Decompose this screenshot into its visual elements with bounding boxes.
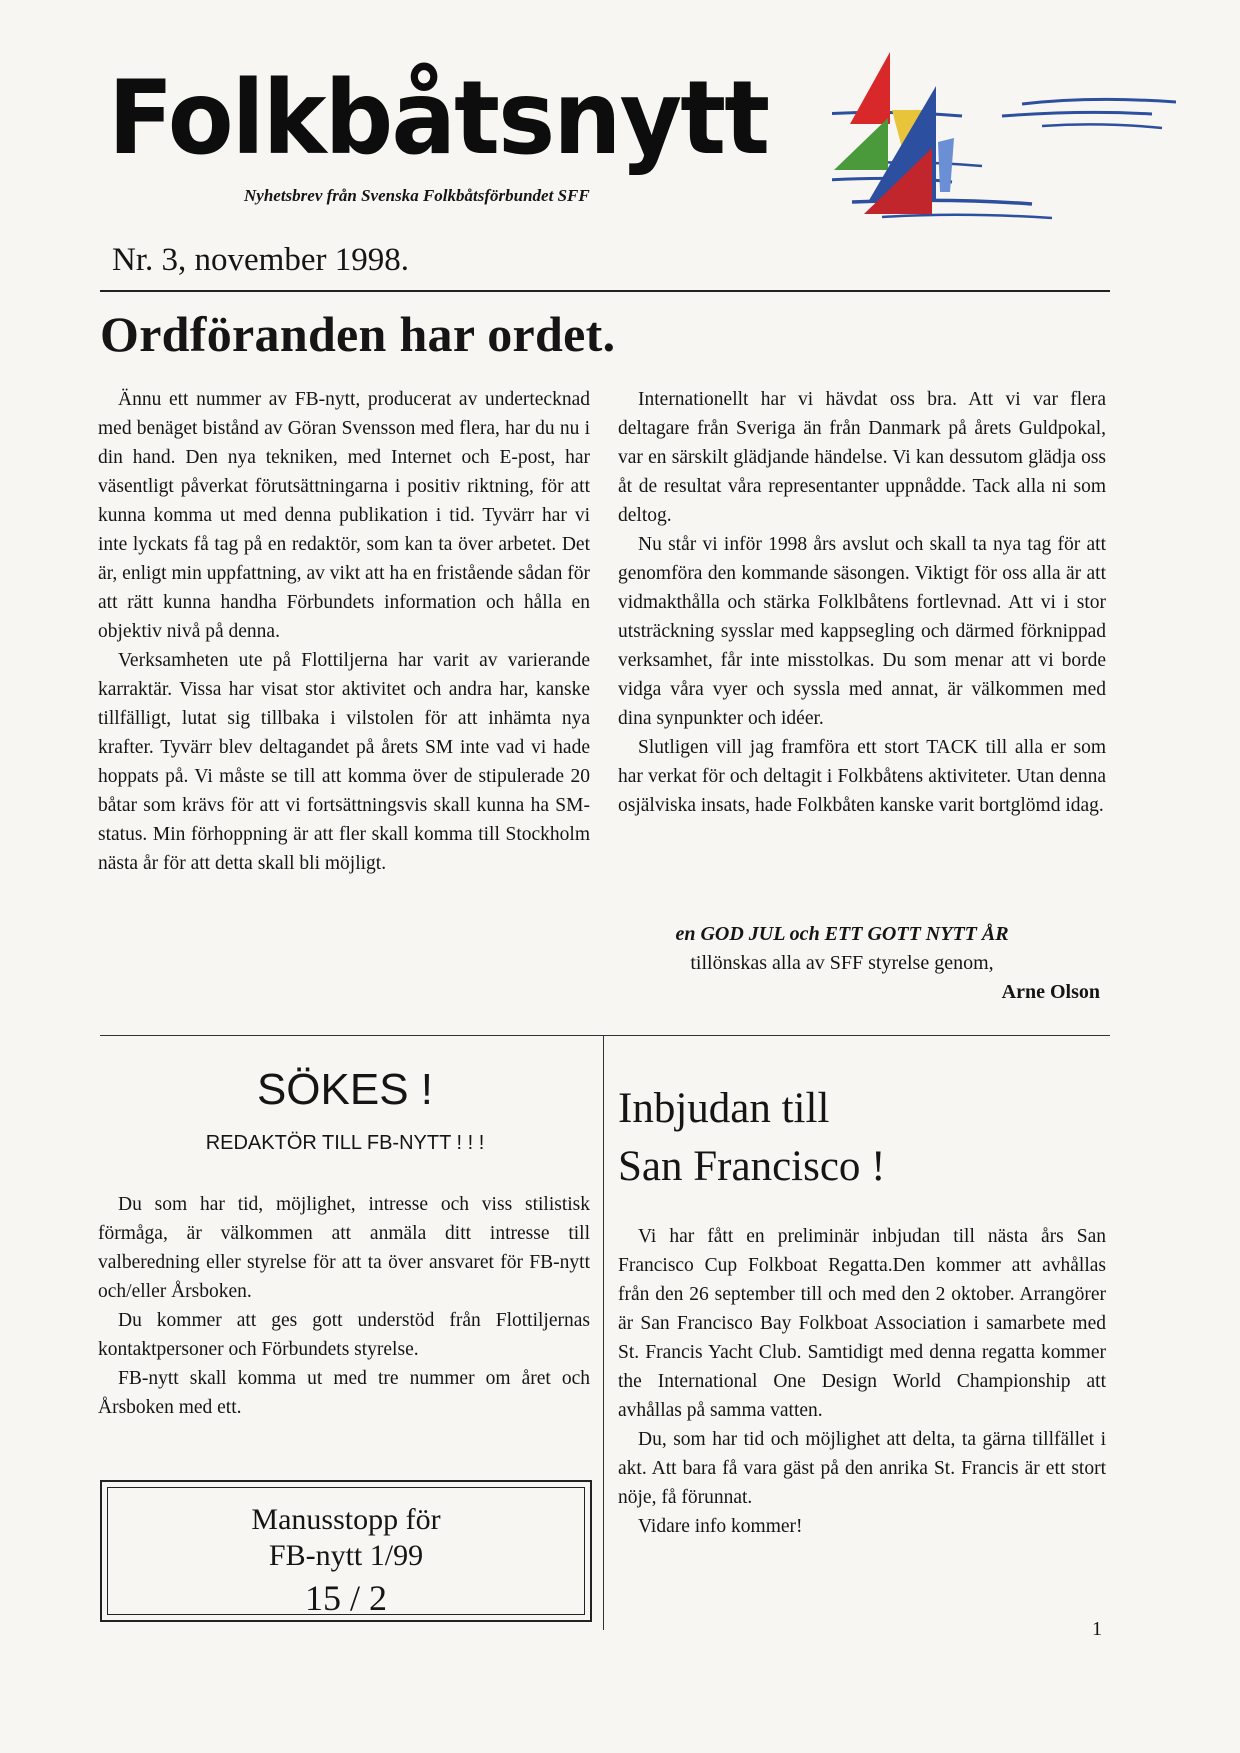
invitation-title-line: San Francisco ! — [618, 1143, 886, 1190]
paragraph: Slutligen vill jag framföra ett stort TACK till alla er som har verkat för och deltagit i Folkbåtens aktiviteter. Utan denna osjälviska insats, hade Folkbåten kanske varit bortglömd idag. — [618, 737, 1106, 816]
invitation-title-line: Inbjudan till — [618, 1085, 830, 1132]
paragraph: Verksamheten ute på Flottiljerna har varit av varierande karraktär. Vissa har visat stor aktivitet och andra har, kanske tillfälligt, lutat sig tillbaka i vilstolen för att inhämta nya krafter. Tyvärr blev deltagandet på årets SM inte vad vi hade hoppats på. Vi måste se till att komma över de stipulerade 20 båtar som krävs för att vi fortsättningsvis skall kunna ha SM-status. Min förhoppning är att fler skall komma till Stockholm nästa år för att detta skall bli möjligt. — [98, 650, 590, 874]
deadline-box — [100, 1480, 592, 1622]
page-number: 1 — [1092, 1618, 1102, 1640]
signature: Arne Olson — [1001, 981, 1100, 1003]
issue-number: Nr. 3, november 1998. — [112, 242, 409, 278]
headline: Ordföranden har ordet. — [100, 306, 616, 362]
deadline-line: FB-nytt 1/99 — [268, 1539, 424, 1572]
paragraph: Internationellt har vi hävdat oss bra. Att vi var flera deltagare från Sveriga än från Danmark på årets Guldpokal, var en särskilt glädjande händelse. Vi kan dessutom glädja oss åt de resultat våra representanter uppnådde. Tack alla ni som deltog. — [618, 389, 1106, 526]
paragraph: Vidare info kommer! — [638, 1516, 803, 1537]
sailboats-logo — [832, 52, 1176, 222]
invitation-title — [618, 1080, 886, 1196]
deadline-box-inner — [107, 1487, 585, 1618]
greeting — [618, 920, 1106, 1007]
masthead-title: Folkbåtsnytt — [108, 59, 769, 178]
paragraph: Du, som har tid och möjlighet att delta, ta gärna tillfället i akt. Att bara få vara gäst på den anrika St. Francis är ett stort nöje, få förunnat. — [618, 1429, 1106, 1508]
invitation-text — [618, 1222, 1106, 1541]
chairman-column-right — [618, 385, 1106, 820]
wanted-text — [98, 1190, 590, 1422]
deadline-date: 15 / 2 — [304, 1578, 387, 1618]
column-divider — [603, 1035, 604, 1630]
paragraph: Du kommer att ges gott understöd från Flottiljernas kontaktpersoner och Förbundets styrelse. — [98, 1310, 590, 1360]
greeting-line: en GOD JUL och ETT GOTT NYTT ÅR — [675, 923, 1009, 945]
paragraph: FB-nytt skall komma ut med tre nummer om året och Årsboken med ett. — [98, 1368, 590, 1418]
deadline-line: Manusstopp för — [251, 1503, 441, 1536]
masthead-subtitle: Nyhetsbrev från Svenska Folkbåtsförbundet SFF — [244, 186, 590, 205]
divider — [100, 1035, 1110, 1036]
greeting-line: tillönskas alla av SFF styrelse genom, — [690, 952, 994, 974]
paragraph: Vi har fått en preliminär inbjudan till nästa års San Francisco Cup Folkboat Regatta.Den kommer att avhållas från den 26 september till och med den 2 oktober. Arrangörer är San Francisco Bay Folkboat Association i samarbete med St. Francis Yacht Club. Samtidigt med denna regatta kommer the International One Design World Championship att avhållas på samma vatten. — [618, 1226, 1106, 1421]
wanted-title: SÖKES ! — [256, 1065, 434, 1114]
paragraph: Du som har tid, möjlighet, intresse och viss stilistisk förmåga, är välkommen att anmäla ditt intresse till valberedning eller styrelse för att ta över ansvaret för FB-nytt och/eller Årsboken. — [98, 1194, 590, 1302]
divider — [100, 290, 1110, 292]
paragraph: Ännu ett nummer av FB-nytt, producerat av undertecknad med benäget bistånd av Göran Svensson med flera, har du nu i din hand. Den nya tekniken, med Internet och E-post, har väsentligt påverkat förutsättningarna i positiv riktning, för att kunna komma ut med denna publikation i tid. Tyvärr har vi inte lyckats få tag på en redaktör, som kan ta över arbetet. Det är, enligt min uppfattning, av vikt att ha en fristående sådan för att rätt kunna handha Förbundets information och hålla en objektiv nivå på denna. — [98, 389, 590, 642]
wanted-subtitle: REDAKTÖR TILL FB-NYTT ! ! ! — [205, 1132, 485, 1154]
chairman-column-left — [98, 385, 590, 878]
paragraph: Nu står vi inför 1998 års avslut och skall ta nya tag för att genomföra den kommande säsongen. Viktigt för oss alla är att vidmakthålla och stärka Folklbåtens fortlevnad. Att vi i stor utsträckning sysslar med kappsegling och därmed förknippad verksamhet, får inte misstolkas. Du som menar att vi borde vidga våra vyer och syssla med annat, är välkommen med dina synpunkter och idéer. — [618, 534, 1106, 729]
